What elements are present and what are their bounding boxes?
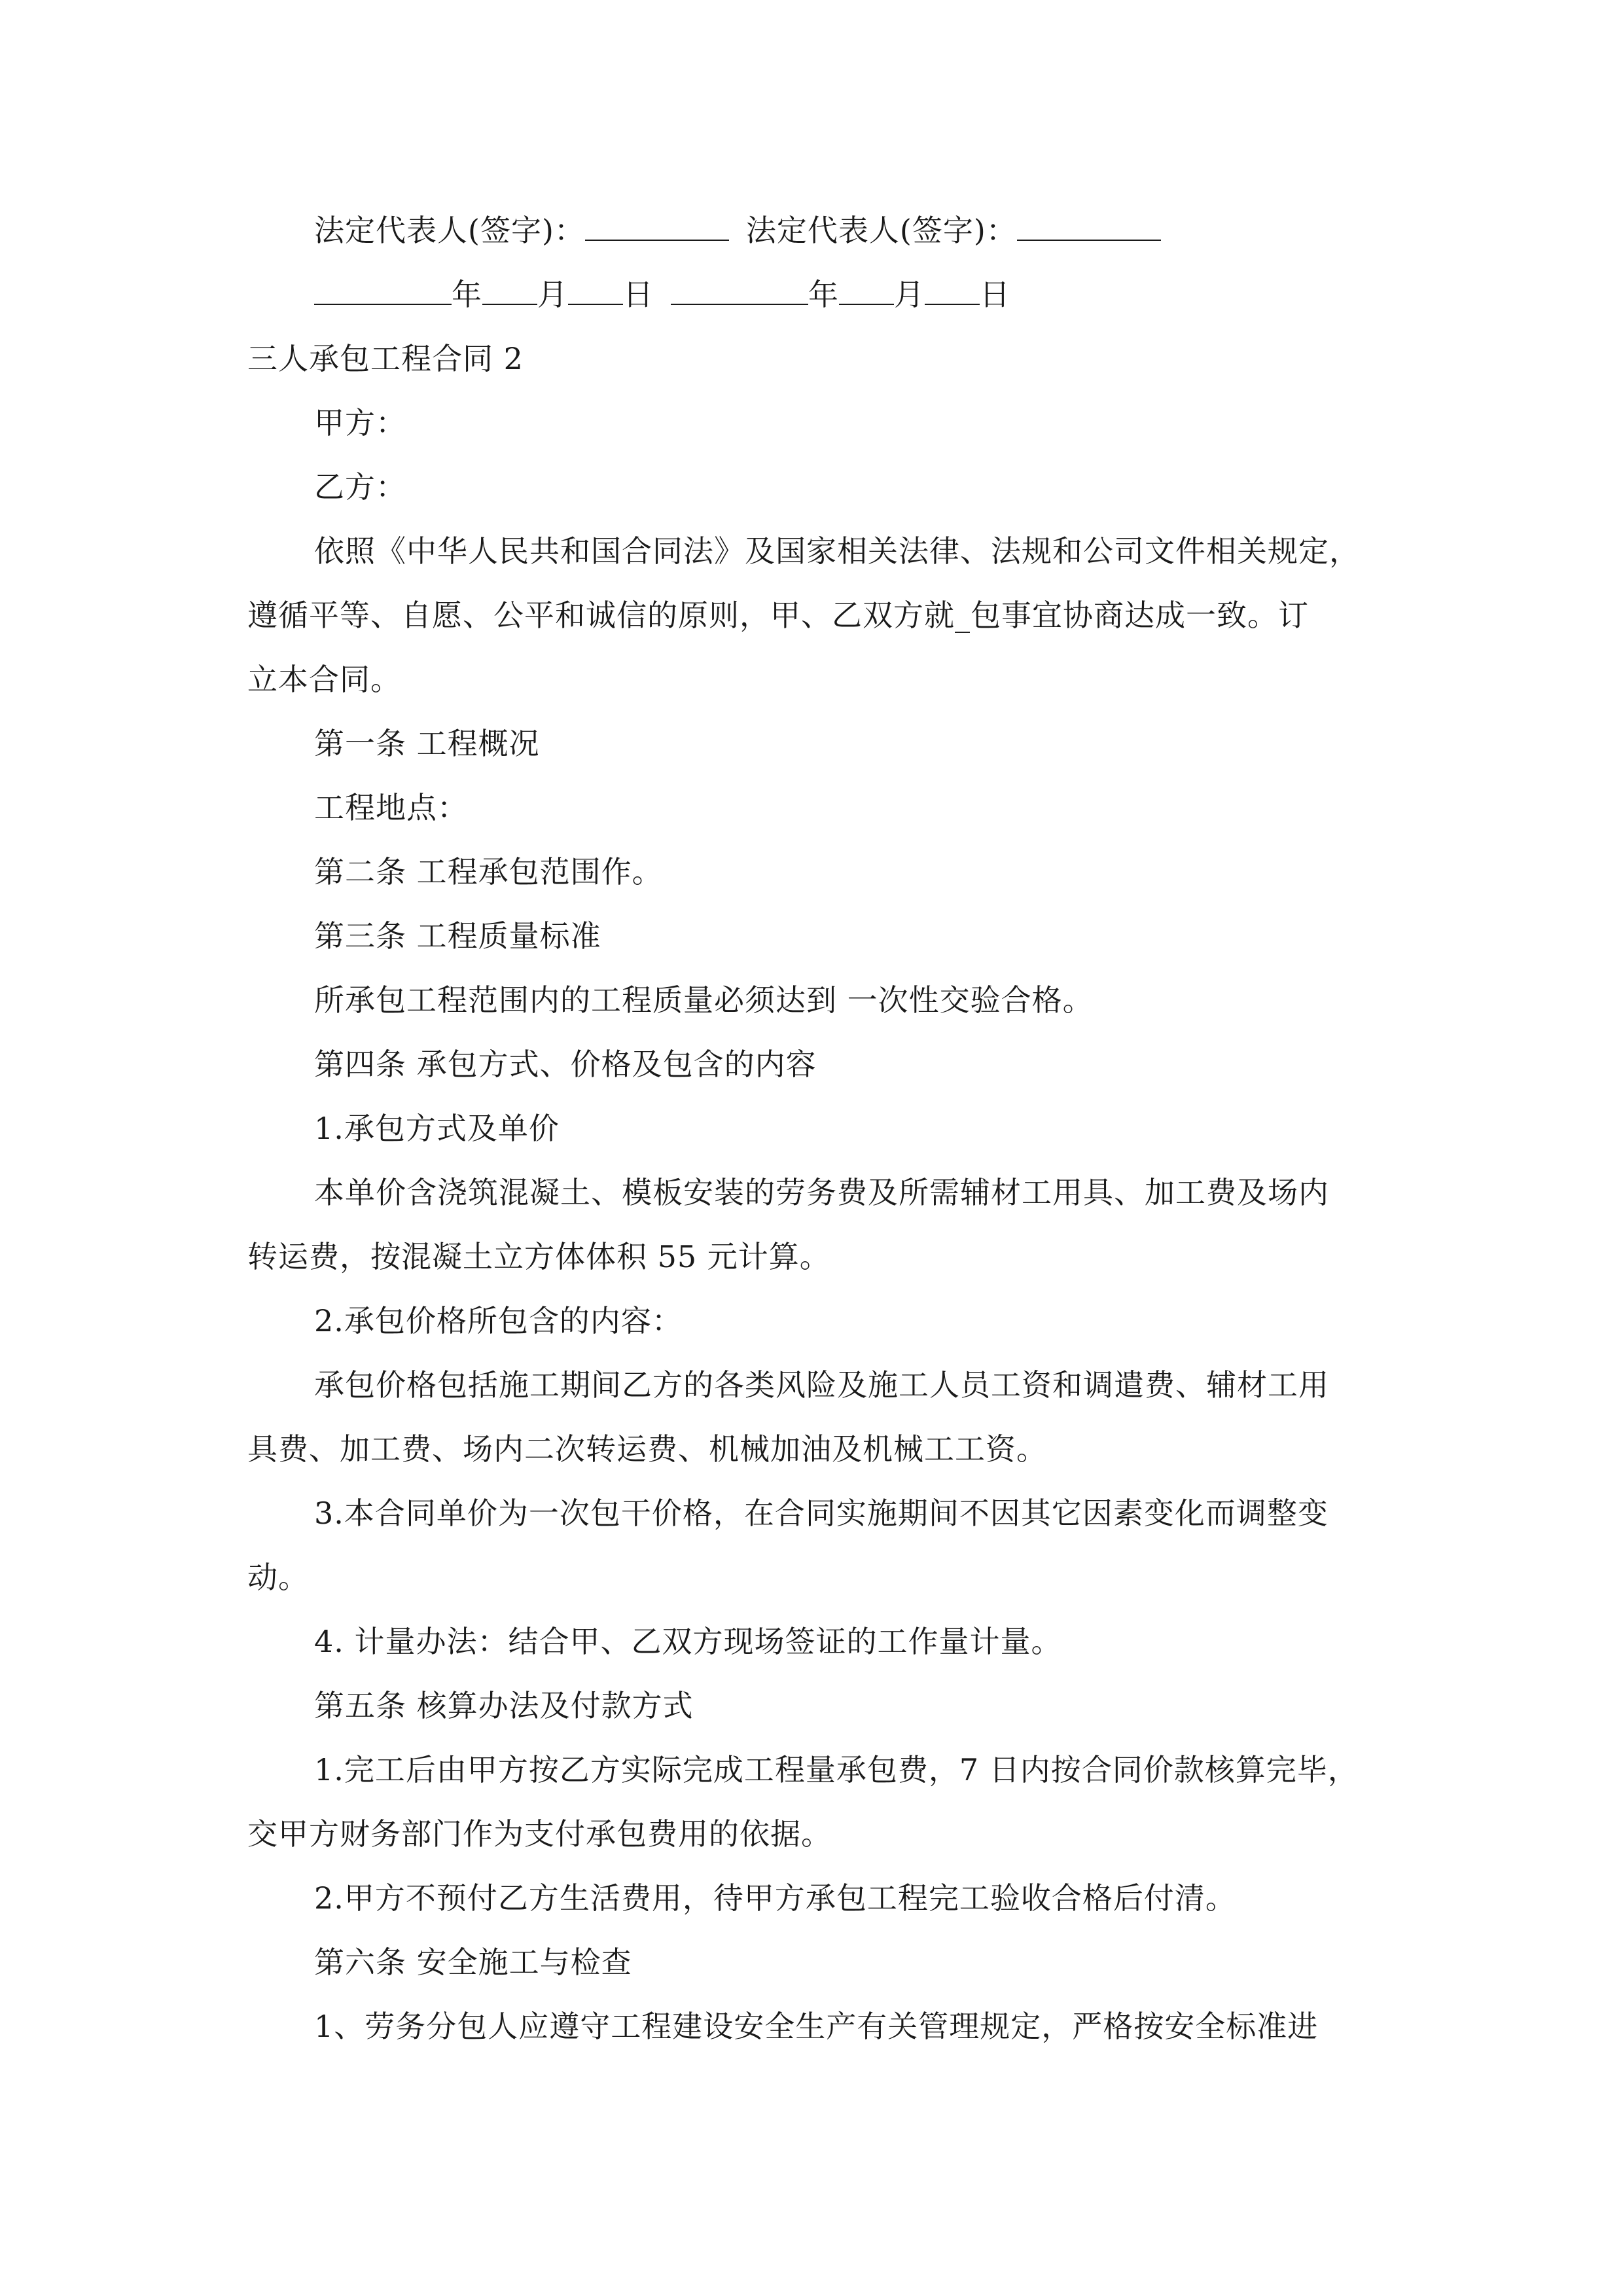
article-3-text: 所承包工程范围内的工程质量必须达到 一次性交验合格。 bbox=[314, 982, 1094, 1018]
day-blank-a[interactable] bbox=[568, 275, 623, 305]
article-4-item-1-text-1: 本单价含浇筑混凝土、模板安装的劳务费及所需辅材工用具、加工费及场内 bbox=[314, 1175, 1329, 1210]
legal-rep-label-a: 法定代表人(签字)： bbox=[314, 213, 585, 248]
year-blank-a[interactable] bbox=[314, 275, 452, 305]
article-3-title: 第三条 工程质量标准 bbox=[314, 918, 601, 954]
article-6-title: 第六条 安全施工与检查 bbox=[314, 1945, 632, 1980]
month-blank-b[interactable] bbox=[839, 275, 894, 305]
signature-blank-a[interactable] bbox=[585, 211, 729, 241]
signature-blank-b[interactable] bbox=[1017, 211, 1161, 241]
month-label-b: 月 bbox=[894, 277, 925, 312]
article-4-item-2-text-2: 具费、加工费、场内二次转运费、机械加油及机械工工资。 bbox=[247, 1431, 1047, 1467]
article-5-item-1-line-2: 交甲方财务部门作为支付承包费用的依据。 bbox=[247, 1816, 832, 1852]
article-5-item-1-line-1: 1.完工后由甲方按乙方实际完成工程量承包费，7 日内按合同价款核算完毕， bbox=[314, 1752, 1359, 1787]
month-label-a: 月 bbox=[537, 277, 568, 312]
day-label-a: 日 bbox=[623, 277, 654, 312]
preamble-line-3: 立本合同。 bbox=[247, 662, 401, 697]
contract-title: 三人承包工程合同 2 bbox=[247, 341, 524, 376]
article-4-item-3-line-2: 动。 bbox=[247, 1560, 309, 1595]
date-row bbox=[314, 275, 1010, 314]
article-4-item-2-title: 2.承包价格所包含的内容： bbox=[314, 1303, 683, 1338]
month-blank-a[interactable] bbox=[482, 275, 537, 305]
preamble-line-1: 依照《中华人民共和国合同法》及国家相关法律、法规和公司文件相关规定， bbox=[314, 533, 1360, 569]
article-5-item-2: 2.甲方不预付乙方生活费用，待甲方承包工程完工验收合格后付清。 bbox=[314, 1880, 1236, 1916]
article-4-item-3-line-1: 3.本合同单价为一次包干价格，在合同实施期间不因其它因素变化而调整变 bbox=[314, 1496, 1329, 1531]
year-blank-b[interactable] bbox=[671, 275, 808, 305]
article-1-location: 工程地点： bbox=[314, 790, 468, 825]
article-4-item-1-text-2: 转运费，按混凝土立方体体积 55 元计算。 bbox=[247, 1239, 830, 1274]
article-2-title: 第二条 工程承包范围作。 bbox=[314, 854, 663, 889]
year-label-a: 年 bbox=[452, 277, 482, 312]
article-5-title: 第五条 核算办法及付款方式 bbox=[314, 1688, 694, 1723]
article-4-item-4: 4. 计量办法：结合甲、乙双方现场签证的工作量计量。 bbox=[314, 1624, 1062, 1659]
day-blank-b[interactable] bbox=[925, 275, 980, 305]
article-4-item-2-text-1: 承包价格包括施工期间乙方的各类风险及施工人员工资和调遣费、辅材工用 bbox=[314, 1367, 1329, 1403]
article-1-title: 第一条 工程概况 bbox=[314, 726, 540, 761]
signature-row bbox=[314, 211, 1161, 250]
preamble-line-2: 遵循平等、自愿、公平和诚信的原则，甲、乙双方就_包事宜协商达成一致。订 bbox=[247, 598, 1309, 633]
article-6-item-1: 1、劳务分包人应遵守工程建设安全生产有关管理规定，严格按安全标准进 bbox=[314, 2009, 1319, 2044]
article-4-title: 第四条 承包方式、价格及包含的内容 bbox=[314, 1047, 817, 1082]
year-label-b: 年 bbox=[808, 277, 839, 312]
party-b: 乙方： bbox=[314, 469, 406, 505]
legal-rep-label-b: 法定代表人(签字)： bbox=[745, 213, 1017, 248]
party-a: 甲方： bbox=[314, 405, 406, 440]
day-label-b: 日 bbox=[980, 277, 1010, 312]
article-4-item-1-title: 1.承包方式及单价 bbox=[314, 1111, 560, 1146]
